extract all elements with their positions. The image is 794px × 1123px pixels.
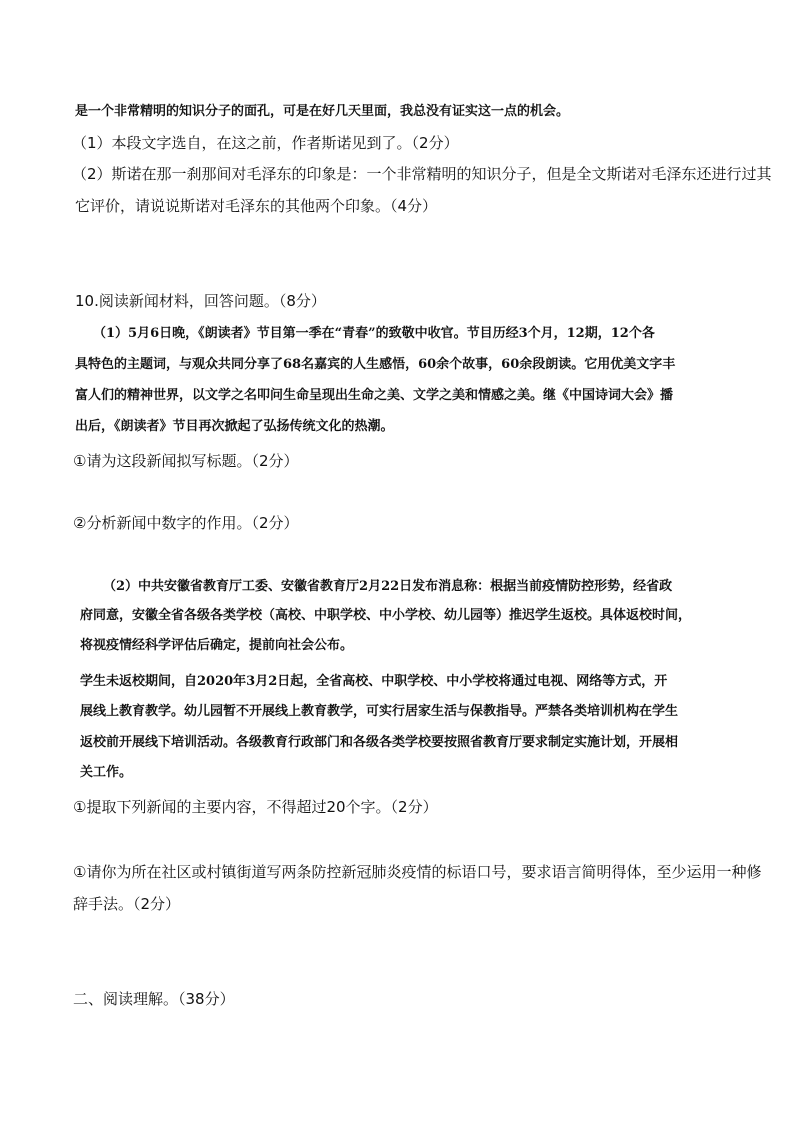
q10-news1-line3: 富人们的精神世界，以文学之名叩问生命呈现出生命之美、文学之美和情感之美。继《中国诗词大会》播 <box>75 388 674 403</box>
q10-news2-question1: ①提取下列新闻的主要内容，不得超过20个字。（2分） <box>73 798 438 816</box>
q10-news1-line2: 具特色的主题词，与观众共同分享了68名嘉宾的人生感悟，60余个故事，60余段朗读。它用优美文字丰 <box>75 357 676 372</box>
q9-subquestion-2-line2: 它评价，请说说斯诺对毛泽东的其他两个印象。（4分） <box>75 197 438 215</box>
q10-news2-line1: （2）中共安徽省教育厅工委、安徽省教育厅2月22日发布消息称：根据当前疫情防控形势，经省政 <box>103 579 673 594</box>
q10-news1-question2: ②分析新闻中数字的作用。（2分） <box>73 514 299 532</box>
q10-news2-line6: 返校前开展线下培训活动。各级教育行政部门和各级各类学校要按照省教育厅要求制定实施计划，开展相 <box>80 735 679 750</box>
q10-heading: 10.阅读新闻材料，回答问题。（8分） <box>75 292 326 310</box>
q9-subquestion-2-line1: （2）斯诺在那一刹那间对毛泽东的印象是：一个非常精明的知识分子，但是全文斯诺对毛泽东还进行过其 <box>72 165 772 183</box>
q10-news2-line4: 学生未返校期间，自2020年3月2日起，全省高校、中职学校、中小学校将通过电视、网络等方式，开 <box>80 674 668 689</box>
q10-news2-line5: 展线上教育教学。幼儿园暂不开展线上教育教学，可实行居家生活与保教指导。严禁各类培训机构在学生 <box>80 704 679 719</box>
q10-news2-line7: 关工作。 <box>80 765 133 780</box>
q10-news1-line4: 出后，《朗读者》节目再次掀起了弘扬传统文化的热潮。 <box>75 419 394 434</box>
q9-subquestion-1: （1）本段文字选自，在这之前，作者斯诺见到了。（2分） <box>72 134 459 152</box>
q9-passage-tail: 是一个非常精明的知识分子的面孔，可是在好几天里面，我总没有证实这一点的机会。 <box>75 104 570 119</box>
q10-news1-line1: （1）5月6日晚，《朗读者》节目第一季在“青春”的致敬中收官。节目历经3个月，12期，12个各 <box>93 326 655 341</box>
q10-news2-question2-line1: ①请你为所在社区或村镇街道写两条防控新冠肺炎疫情的标语口号，要求语言简明得体，至少运用一种修 <box>73 863 762 881</box>
q10-news2-line2: 府同意，安徽全省各级各类学校（高校、中职学校、中小学校、幼儿园等）推迟学生返校。具体返校时间， <box>80 608 692 623</box>
q10-news2-question2-line2: 辞手法。（2分） <box>73 895 181 913</box>
q10-news1-question1: ①请为这段新闻拟写标题。（2分） <box>73 452 299 470</box>
q10-news2-line3: 将视疫情经科学评估后确定，提前向社会公布。 <box>80 638 354 653</box>
section-2-heading: 二、阅读理解。（38分） <box>73 990 235 1008</box>
